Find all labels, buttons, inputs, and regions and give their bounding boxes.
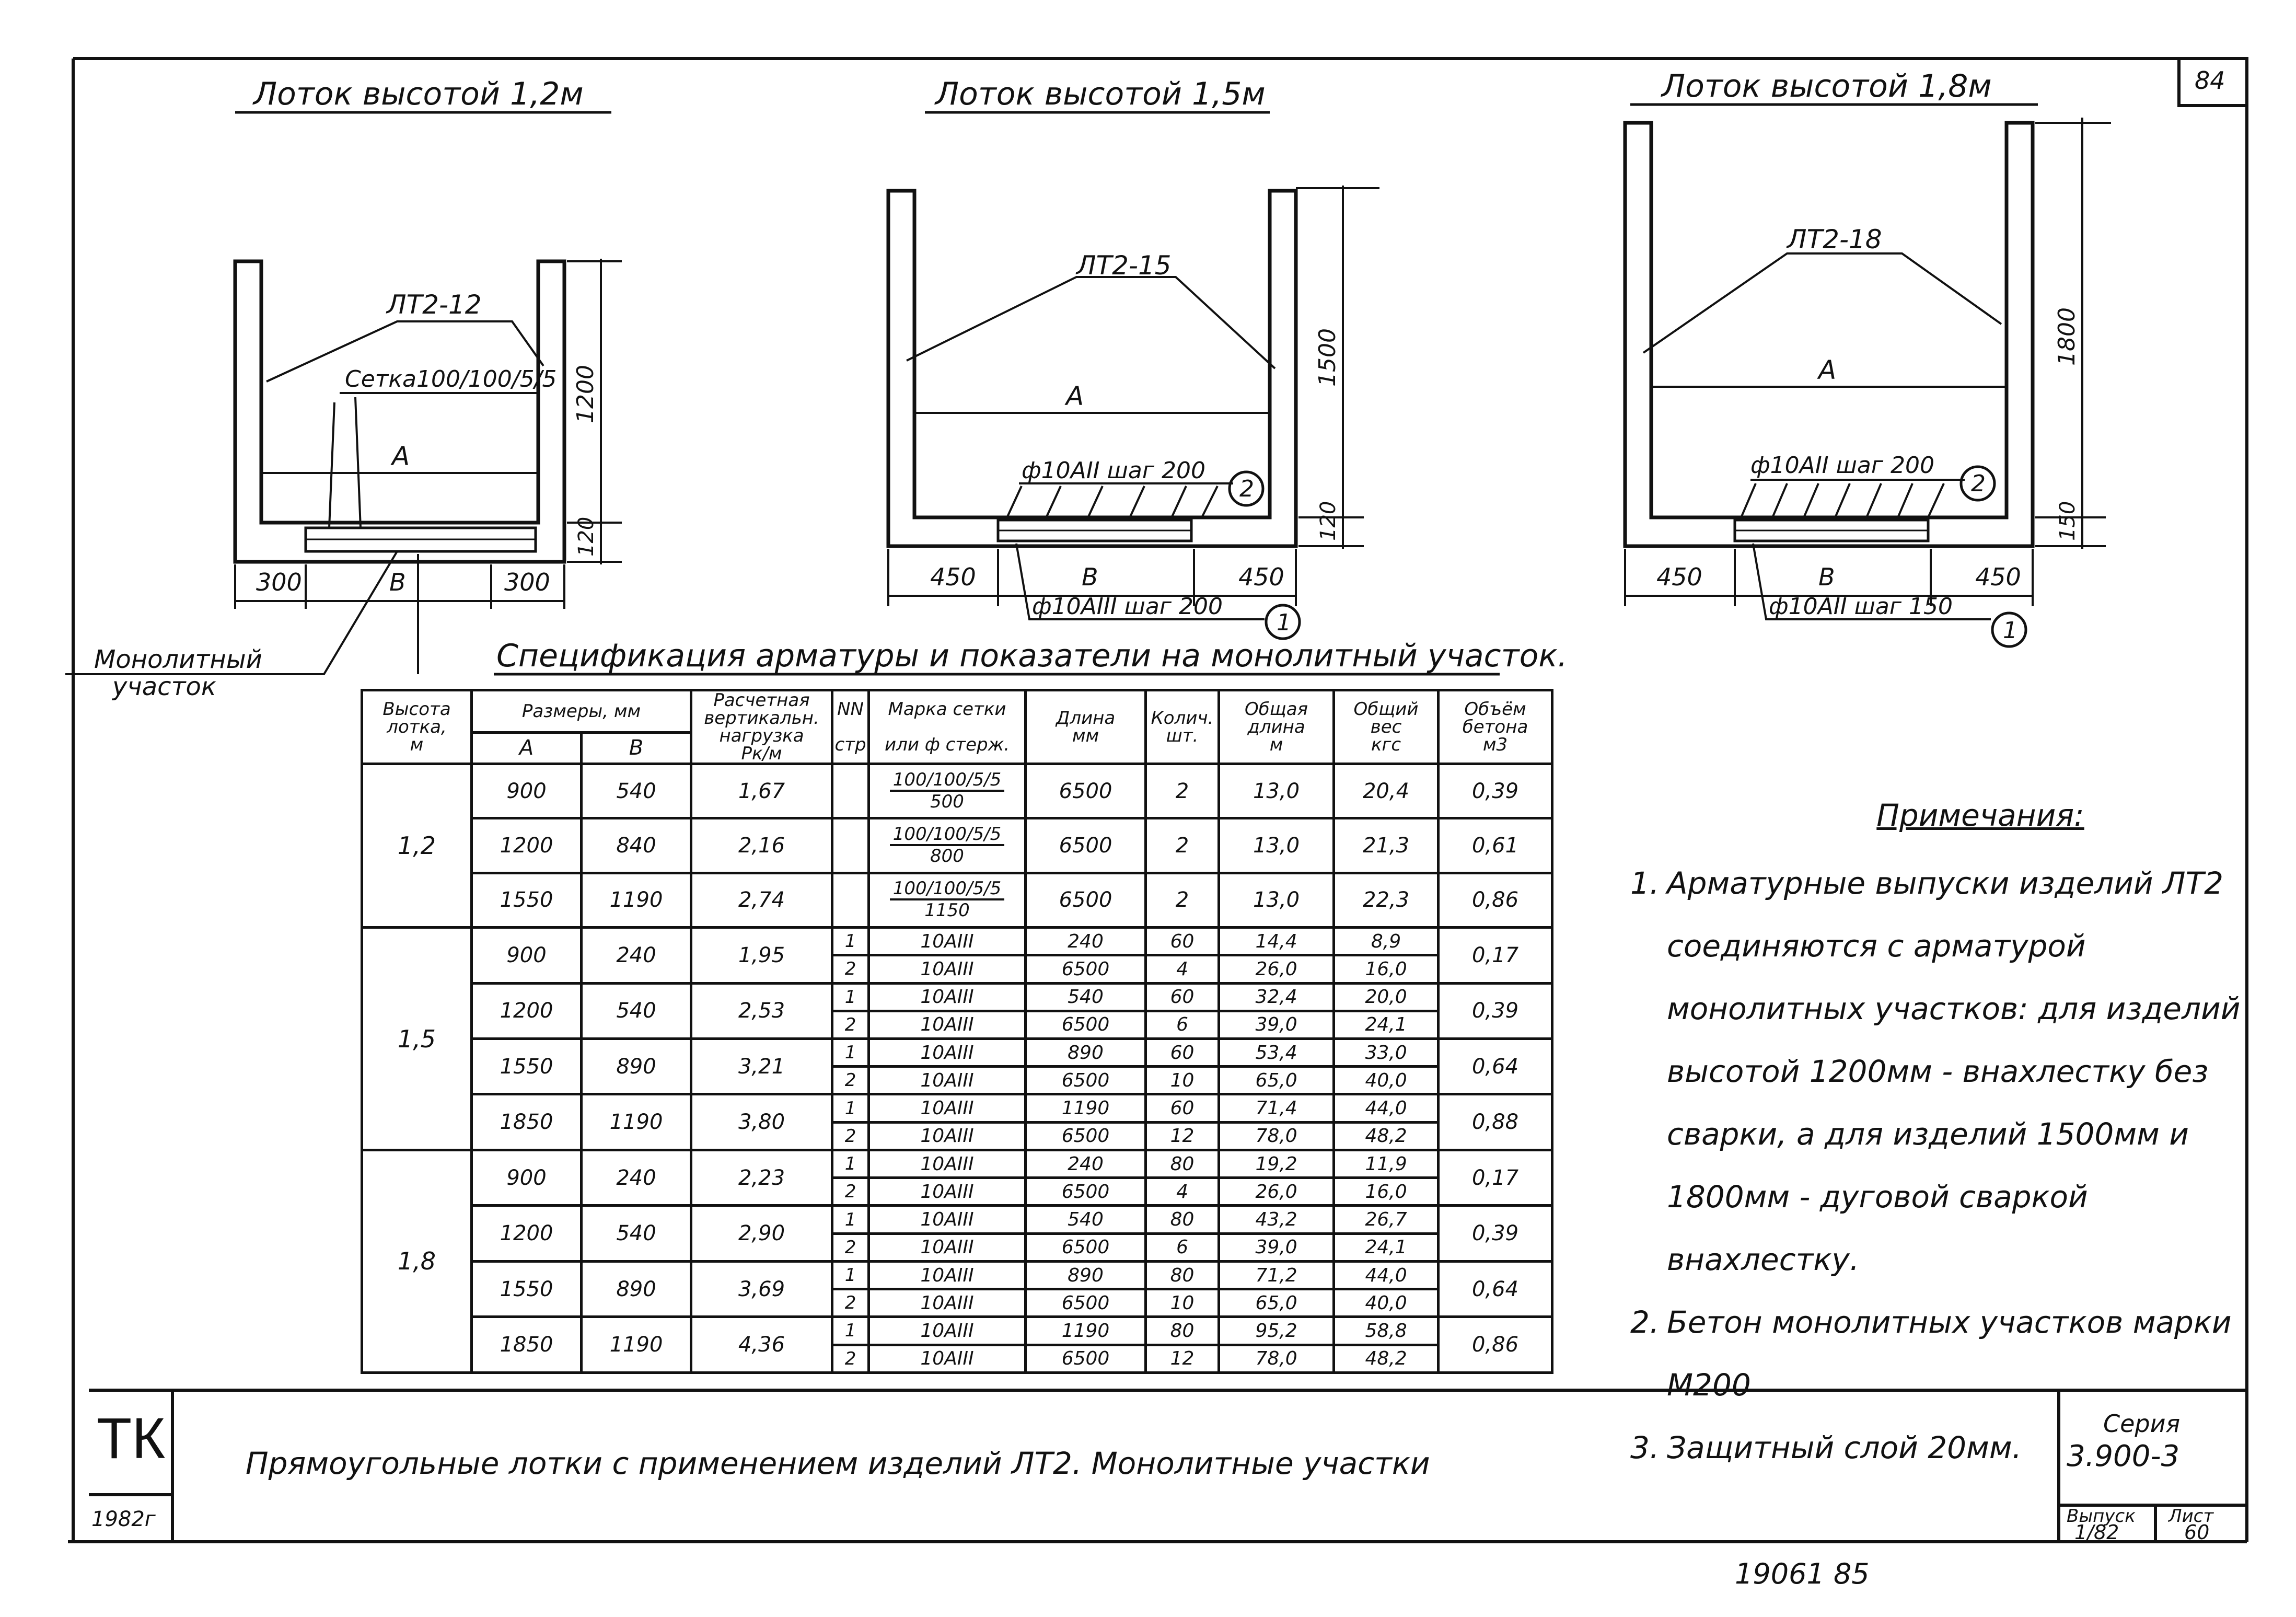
cell-length: 6500 (1026, 1289, 1146, 1317)
sheet-label: Лист (2169, 1506, 2214, 1527)
cell-load: 1,95 (691, 928, 832, 983)
cell-weight: 21,3 (1334, 818, 1439, 873)
trough-drawing-1-8 (1625, 68, 2111, 646)
cell-mark: 10АIII (869, 1178, 1026, 1206)
product-label-1-5: ЛТ2-15 (1076, 250, 1172, 281)
note-text: Защитный слой 20мм. (1667, 1430, 2022, 1465)
cell-a: 1200 (472, 1206, 582, 1261)
cell-pos (832, 764, 869, 818)
cell-load: 2,74 (691, 873, 832, 927)
cell-pos: 1 (832, 928, 869, 955)
table-row (362, 1039, 1552, 1067)
header-load: Расчетная вертикальн. нагрузка Рк/м (691, 690, 832, 764)
cell-length: 890 (1026, 1261, 1146, 1289)
cell-mark: 10АIII (869, 955, 1026, 983)
cell-length: 6500 (1026, 1011, 1146, 1038)
cell-b: 240 (582, 1150, 691, 1205)
header-weight: Общий вес кгс (1334, 690, 1439, 764)
cell-a: 1550 (472, 1039, 582, 1094)
notes-title: Примечания: (1876, 798, 2084, 833)
cell-qty: 2 (1146, 873, 1219, 927)
dim-b-1-8: B (1818, 563, 1835, 591)
cell-total-length: 39,0 (1219, 1233, 1334, 1261)
note-item (1630, 1291, 2257, 1416)
side-left-1-2: 300 (256, 568, 302, 596)
cell-volume: 0,86 (1439, 1317, 1552, 1373)
cell-total-length: 78,0 (1219, 1345, 1334, 1372)
cell-length: 1190 (1026, 1317, 1146, 1345)
cell-a: 1200 (472, 818, 582, 873)
cell-total-length: 65,0 (1219, 1289, 1334, 1317)
mesh-bottom: 500 (930, 791, 964, 812)
table-row (362, 818, 1552, 873)
cell-qty: 10 (1146, 1067, 1219, 1094)
header-length: Длина мм (1026, 690, 1146, 764)
cell-length: 240 (1026, 1150, 1146, 1177)
bar-top-1-8: ф10АII шаг 200 (1750, 452, 1934, 479)
cell-volume: 0,39 (1439, 764, 1552, 818)
cell-qty: 6 (1146, 1011, 1219, 1038)
cell-total-length: 13,0 (1219, 764, 1334, 818)
cell-weight: 20,4 (1334, 764, 1439, 818)
cell-load: 3,80 (691, 1094, 832, 1150)
cell-load: 2,23 (691, 1150, 832, 1205)
cell-b: 890 (582, 1261, 691, 1316)
mesh-fraction (890, 824, 1004, 866)
product-label-1-2: ЛТ2-12 (387, 290, 482, 320)
cell-total-length: 95,2 (1219, 1317, 1334, 1345)
cell-qty: 6 (1146, 1233, 1219, 1261)
height-1-2: 1200 (572, 365, 599, 423)
cell-qty: 60 (1146, 928, 1219, 955)
height-1-8: 1800 (2054, 307, 2080, 366)
cell-mark: 10АIII (869, 1206, 1026, 1233)
mesh-top: 100/100/5/5 (890, 879, 1004, 900)
mesh-top: 100/100/5/5 (890, 770, 1004, 792)
side-right-1-2: 300 (504, 568, 550, 596)
cell-total-length: 13,0 (1219, 818, 1334, 873)
mesh-bottom: 1150 (924, 900, 970, 921)
drawing-title-1-5: Лоток высотой 1,5м (935, 76, 1266, 112)
trough-drawing-1-5 (888, 76, 1379, 639)
cell-total-length: 71,4 (1219, 1094, 1334, 1122)
cell-pos: 1 (832, 1094, 869, 1122)
monolith-leader (65, 551, 418, 701)
cell-pos: 1 (832, 1150, 869, 1177)
cell-b: 540 (582, 983, 691, 1038)
cell-qty: 80 (1146, 1261, 1219, 1289)
cell-length: 540 (1026, 983, 1146, 1011)
cell-qty: 60 (1146, 1039, 1219, 1067)
monolith-label-line2: участок (112, 672, 216, 701)
cell-b: 240 (582, 928, 691, 983)
cell-pos: 2 (832, 1178, 869, 1206)
drawing-title-1-8: Лоток высотой 1,8м (1662, 68, 1992, 105)
bottom-number: 19061 85 (1735, 1557, 1870, 1590)
cell-total-length: 32,4 (1219, 983, 1334, 1011)
spec-title: Спецификация арматуры и показатели на монолитный участок. (496, 638, 1568, 674)
bar-top-mark-1-5: 2 (1239, 476, 1254, 502)
cell-length: 6500 (1026, 818, 1146, 873)
header-sizes: Размеры, мм (472, 690, 691, 733)
dim-a-1-5: A (1066, 381, 1084, 411)
cell-pos: 2 (832, 1067, 869, 1094)
bottom-1-5: 120 (1316, 501, 1340, 541)
table-row (362, 1317, 1552, 1345)
cell-load: 4,36 (691, 1317, 832, 1373)
cell-a: 1200 (472, 983, 582, 1038)
cell-length: 6500 (1026, 1067, 1146, 1094)
cell-qty: 80 (1146, 1206, 1219, 1233)
cell-volume: 0,61 (1439, 818, 1552, 873)
bar-top-mark-1-8: 2 (1971, 470, 1986, 497)
drawing-main-title: Прямоугольные лотки с применением изделий ЛТ2. Монолитные участки (246, 1446, 1430, 1481)
dim-a-1-2: A (392, 441, 410, 471)
header-b: B (582, 732, 691, 764)
cell-qty: 12 (1146, 1345, 1219, 1372)
note-text: Бетон монолитных участков марки М200 (1667, 1304, 2232, 1403)
cell-pos: 2 (832, 1122, 869, 1150)
notes-list (1630, 852, 2257, 1479)
cell-mark: 10АIII (869, 1289, 1026, 1317)
side-left-1-8: 450 (1656, 563, 1702, 591)
series-label: Серия (2103, 1410, 2181, 1438)
cell-mark: 10АIII (869, 983, 1026, 1011)
cell-qty: 2 (1146, 764, 1219, 818)
cell-pos (832, 818, 869, 873)
issue-label: Выпуск (2067, 1506, 2136, 1527)
cell-length: 6500 (1026, 1233, 1146, 1261)
side-right-1-8: 450 (1975, 563, 2021, 591)
cell-length: 890 (1026, 1039, 1146, 1067)
cell-total-length: 14,4 (1219, 928, 1334, 955)
cell-qty: 4 (1146, 1178, 1219, 1206)
specification-table (361, 689, 1553, 1374)
spec-body (362, 764, 1552, 1373)
height-1-5: 1500 (1314, 328, 1341, 387)
sheet-value: 60 (2184, 1521, 2210, 1544)
cell-length: 240 (1026, 928, 1146, 955)
cell-weight: 58,8 (1334, 1317, 1439, 1345)
drawing-title-1-2: Лоток высотой 1,2м (253, 76, 584, 112)
cell-mark: 10АIII (869, 928, 1026, 955)
cell-volume: 0,39 (1439, 1206, 1552, 1261)
side-left-1-5: 450 (930, 563, 976, 591)
cell-weight: 40,0 (1334, 1067, 1439, 1094)
cell-weight: 26,7 (1334, 1206, 1439, 1233)
cell-pos: 1 (832, 1039, 869, 1067)
mesh-label-1-2: Сетка100/100/5/5 (345, 366, 557, 392)
mesh-fraction (890, 770, 1004, 812)
cell-total-length: 53,4 (1219, 1039, 1334, 1067)
monolith-label-line1: Монолитный (94, 645, 262, 674)
cell-mark (869, 873, 1026, 927)
table-row (362, 1150, 1552, 1177)
bar-top-1-5: ф10АII шаг 200 (1022, 457, 1205, 484)
cell-pos (832, 873, 869, 927)
bar-bottom-1-8: ф10АII шаг 150 (1769, 593, 1953, 620)
dim-a-1-8: A (1818, 355, 1837, 385)
dim-b-1-5: B (1082, 563, 1098, 591)
cell-weight: 44,0 (1334, 1261, 1439, 1289)
side-right-1-5: 450 (1238, 563, 1284, 591)
cell-total-length: 26,0 (1219, 955, 1334, 983)
cell-pos: 2 (832, 1345, 869, 1372)
cell-b: 1190 (582, 1317, 691, 1373)
mesh-top: 100/100/5/5 (890, 824, 1004, 846)
cell-mark: 10АIII (869, 1039, 1026, 1067)
org-logo: ТК (97, 1406, 166, 1471)
cell-b: 1190 (582, 873, 691, 927)
cell-weight: 22,3 (1334, 873, 1439, 927)
cell-total-length: 26,0 (1219, 1178, 1334, 1206)
table-row (362, 1261, 1552, 1289)
table-row (362, 873, 1552, 927)
bottom-1-2: 120 (574, 516, 598, 557)
cell-load: 2,16 (691, 818, 832, 873)
note-number: 1. (1630, 865, 1660, 901)
cell-pos: 1 (832, 1261, 869, 1289)
cell-height: 1,2 (362, 764, 472, 928)
cell-qty: 80 (1146, 1317, 1219, 1345)
cell-total-length: 39,0 (1219, 1011, 1334, 1038)
cell-a: 1850 (472, 1094, 582, 1150)
note-item (1630, 1416, 2257, 1479)
note-number: 2. (1630, 1304, 1660, 1340)
header-height: Высота лотка, м (362, 690, 472, 764)
cell-weight: 40,0 (1334, 1289, 1439, 1317)
table-row (362, 1094, 1552, 1122)
cell-qty: 4 (1146, 955, 1219, 983)
cell-weight: 24,1 (1334, 1233, 1439, 1261)
cell-pos: 1 (832, 983, 869, 1011)
cell-mark: 10АIII (869, 1094, 1026, 1122)
mesh-bottom: 800 (930, 846, 964, 867)
bar-bottom-1-5: ф10АIII шаг 200 (1032, 593, 1223, 620)
table-row (362, 764, 1552, 818)
cell-height: 1,8 (362, 1150, 472, 1372)
year: 1982г (91, 1507, 156, 1531)
trough-drawing-1-2 (235, 76, 622, 609)
cell-load: 2,53 (691, 983, 832, 1038)
cell-qty: 10 (1146, 1289, 1219, 1317)
cell-b: 1190 (582, 1094, 691, 1150)
cell-mark: 10АIII (869, 1233, 1026, 1261)
cell-qty: 60 (1146, 983, 1219, 1011)
cell-length: 1190 (1026, 1094, 1146, 1122)
cell-a: 1550 (472, 873, 582, 927)
cell-qty: 12 (1146, 1122, 1219, 1150)
cell-volume: 0,39 (1439, 983, 1552, 1038)
cell-mark (869, 818, 1026, 873)
header-total-length: Общая длина м (1219, 690, 1334, 764)
cell-weight: 11,9 (1334, 1150, 1439, 1177)
cell-mark: 10АIII (869, 1317, 1026, 1345)
cell-total-length: 13,0 (1219, 873, 1334, 927)
cell-mark: 10АIII (869, 1261, 1026, 1289)
cell-a: 1850 (472, 1317, 582, 1373)
cell-weight: 44,0 (1334, 1094, 1439, 1122)
cell-total-length: 43,2 (1219, 1206, 1334, 1233)
cell-a: 1550 (472, 1261, 582, 1316)
cell-a: 900 (472, 764, 582, 818)
cell-volume: 0,17 (1439, 1150, 1552, 1205)
cell-volume: 0,88 (1439, 1094, 1552, 1150)
note-number: 3. (1630, 1430, 1660, 1465)
cell-weight: 8,9 (1334, 928, 1439, 955)
cell-mark: 10АIII (869, 1011, 1026, 1038)
cell-weight: 16,0 (1334, 1178, 1439, 1206)
header-qty: Колич. шт. (1146, 690, 1219, 764)
cell-pos: 2 (832, 955, 869, 983)
cell-b: 840 (582, 818, 691, 873)
table-row (362, 928, 1552, 955)
note-text: Арматурные выпуски изделий ЛТ2 соединяются с арматурой монолитных участков: для изделий высотой 1200мм - внахлестку без сварки, а для изделий 1500мм и 1800мм - дуговой сваркой внахлестку. (1667, 865, 2241, 1277)
cell-mark (869, 764, 1026, 818)
header-pos: NN стр (832, 690, 869, 764)
cell-mark: 10АIII (869, 1067, 1026, 1094)
cell-length: 6500 (1026, 1122, 1146, 1150)
cell-volume: 0,17 (1439, 928, 1552, 983)
cell-pos: 2 (832, 1233, 869, 1261)
header-mark: Марка сетки или ф стерж. (869, 690, 1026, 764)
bottom-1-8: 150 (2056, 501, 2080, 541)
cell-weight: 20,0 (1334, 983, 1439, 1011)
cell-qty: 60 (1146, 1094, 1219, 1122)
header-a: A (472, 732, 582, 764)
cell-length: 6500 (1026, 764, 1146, 818)
dim-b-1-2: B (389, 568, 406, 596)
cell-weight: 48,2 (1334, 1345, 1439, 1372)
issue-value: 1/82 (2074, 1521, 2119, 1544)
cell-load: 3,21 (691, 1039, 832, 1094)
notes (1630, 784, 2257, 1479)
cell-total-length: 71,2 (1219, 1261, 1334, 1289)
cell-weight: 48,2 (1334, 1122, 1439, 1150)
cell-mark: 10АIII (869, 1150, 1026, 1177)
sheet-number: 84 (2195, 66, 2225, 95)
cell-qty: 2 (1146, 818, 1219, 873)
cell-b: 890 (582, 1039, 691, 1094)
cell-length: 6500 (1026, 1178, 1146, 1206)
cell-volume: 0,64 (1439, 1039, 1552, 1094)
cell-b: 540 (582, 1206, 691, 1261)
cell-length: 6500 (1026, 955, 1146, 983)
cell-a: 900 (472, 1150, 582, 1205)
cell-total-length: 19,2 (1219, 1150, 1334, 1177)
cell-total-length: 78,0 (1219, 1122, 1334, 1150)
cell-length: 540 (1026, 1206, 1146, 1233)
table-row (362, 1206, 1552, 1233)
bar-bottom-mark-1-8: 1 (2003, 617, 2017, 644)
series-value: 3.900-3 (2067, 1439, 2180, 1473)
cell-a: 900 (472, 928, 582, 983)
cell-length: 6500 (1026, 873, 1146, 927)
bar-bottom-mark-1-5: 1 (1277, 609, 1291, 636)
cell-weight: 16,0 (1334, 955, 1439, 983)
product-label-1-8: ЛТ2-18 (1787, 224, 1882, 255)
cell-b: 540 (582, 764, 691, 818)
cell-pos: 2 (832, 1011, 869, 1038)
cell-qty: 80 (1146, 1150, 1219, 1177)
cell-load: 1,67 (691, 764, 832, 818)
cell-pos: 1 (832, 1206, 869, 1233)
cell-load: 3,69 (691, 1261, 832, 1316)
table-row (362, 983, 1552, 1011)
cell-pos: 1 (832, 1317, 869, 1345)
cell-mark: 10АIII (869, 1122, 1026, 1150)
cell-total-length: 65,0 (1219, 1067, 1334, 1094)
cell-volume: 0,86 (1439, 873, 1552, 927)
cell-weight: 33,0 (1334, 1039, 1439, 1067)
header-volume: Объём бетона м3 (1439, 690, 1552, 764)
note-item (1630, 852, 2257, 1291)
mesh-fraction (890, 879, 1004, 920)
cell-pos: 2 (832, 1289, 869, 1317)
cell-load: 2,90 (691, 1206, 832, 1261)
cell-mark: 10АIII (869, 1345, 1026, 1372)
cell-volume: 0,64 (1439, 1261, 1552, 1316)
cell-length: 6500 (1026, 1345, 1146, 1372)
cell-weight: 24,1 (1334, 1011, 1439, 1038)
cell-height: 1,5 (362, 928, 472, 1150)
